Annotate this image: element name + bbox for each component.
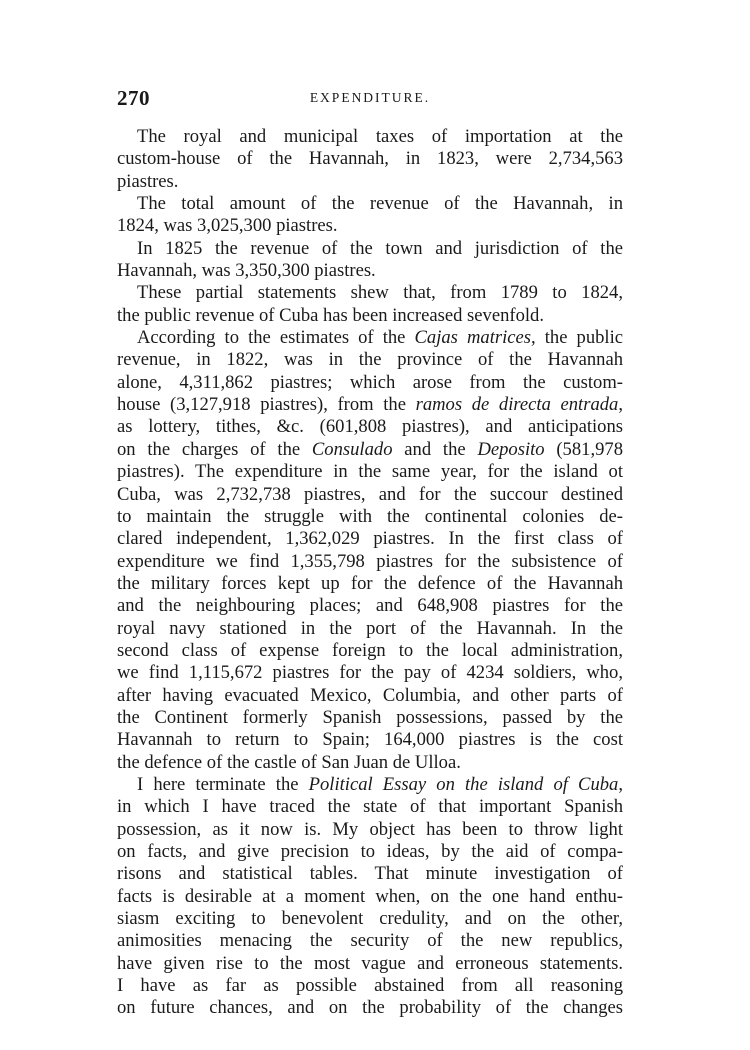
text-line: 1824, was 3,025,300 piastres. — [117, 215, 338, 237]
paragraph — [117, 238, 623, 283]
text-line: as lottery, tithes, &c. (601,808 piastres), and anticipations — [117, 416, 623, 438]
text-line: house (3,127,918 piastres), from the ramos de directa entrada, — [117, 394, 623, 416]
text-line: possession, as it now is. My object has been to throw light — [117, 818, 623, 840]
text-line: animosities menacing the security of the new republics, — [117, 930, 623, 952]
text-line: According to the estimates of the Cajas matrices, the public — [137, 327, 623, 349]
text-line: on the charges of the Consulado and the Deposito (581,978 — [117, 438, 623, 460]
text-line: have given rise to the most vague and erroneous statements. — [117, 952, 623, 974]
text-line: the defence of the castle of San Juan de Ulloa. — [117, 751, 461, 773]
text-line: to maintain the struggle with the continental colonies de- — [117, 505, 623, 527]
paragraph — [117, 126, 623, 193]
text-line: revenue, in 1822, was in the province of the Havannah — [117, 349, 623, 371]
text-line: The royal and municipal taxes of importation at the — [137, 126, 623, 147]
text-line: facts is desirable at a moment when, on the one hand enthu- — [117, 885, 623, 907]
text-line: expenditure we find 1,355,798 piastres for the subsistence of — [117, 550, 623, 572]
page-header — [117, 86, 623, 116]
text-line: the public revenue of Cuba has been increased sevenfold. — [117, 304, 544, 326]
text-line: Havannah, was 3,350,300 piastres. — [117, 260, 376, 282]
body-text — [117, 126, 623, 1020]
paragraph — [117, 327, 623, 774]
text-line: These partial statements shew that, from 1789 to 1824, — [137, 282, 623, 304]
text-line: I have as far as possible abstained from all reasoning — [117, 975, 623, 997]
text-line: piastres). The expenditure in the same year, for the island ot — [117, 461, 623, 483]
text-line: The total amount of the revenue of the Havannah, in — [137, 193, 623, 215]
text-line: Cuba, was 2,732,738 piastres, and for the succour destined — [117, 483, 623, 505]
text-line: risons and statistical tables. That minute investigation of — [117, 863, 623, 885]
text-line: second class of expense foreign to the local administration, — [117, 639, 623, 661]
text-line: siasm exciting to benevolent credulity, and on the other, — [117, 908, 623, 930]
text-line: the military forces kept up for the defence of the Havannah — [117, 572, 623, 594]
text-line: in which I have traced the state of that important Spanish — [117, 796, 623, 818]
paragraph — [117, 774, 623, 1020]
text-line: piastres. — [117, 170, 179, 192]
text-line: custom-house of the Havannah, in 1823, were 2,734,563 — [117, 148, 623, 170]
text-line: on facts, and give precision to ideas, by the aid of compa- — [117, 841, 623, 862]
text-line: I here terminate the Political Essay on the island of Cuba, — [137, 773, 623, 795]
text-line: on future chances, and on the probability of the changes — [117, 997, 623, 1019]
paragraph — [117, 282, 623, 327]
text-line: we find 1,115,672 piastres for the pay of 4234 soldiers, who, — [117, 662, 623, 684]
text-line: alone, 4,311,862 piastres; which arose from the custom- — [117, 371, 623, 393]
page-number: 270 — [117, 86, 150, 110]
text-line: In 1825 the revenue of the town and jurisdiction of the — [137, 237, 623, 259]
text-line: royal navy stationed in the port of the Havannah. In the — [117, 617, 623, 639]
running-title: EXPENDITURE. — [309, 90, 431, 105]
text-line: clared independent, 1,362,029 piastres. In the first class of — [117, 528, 623, 550]
text-line: after having evacuated Mexico, Columbia, and other parts of — [117, 684, 623, 706]
text-line: Havannah to return to Spain; 164,000 piastres is the cost — [117, 729, 623, 751]
text-line: the Continent formerly Spanish possessions, passed by the — [117, 706, 623, 728]
paragraph — [117, 193, 623, 238]
text-line: and the neighbouring places; and 648,908 piastres for the — [117, 595, 623, 617]
